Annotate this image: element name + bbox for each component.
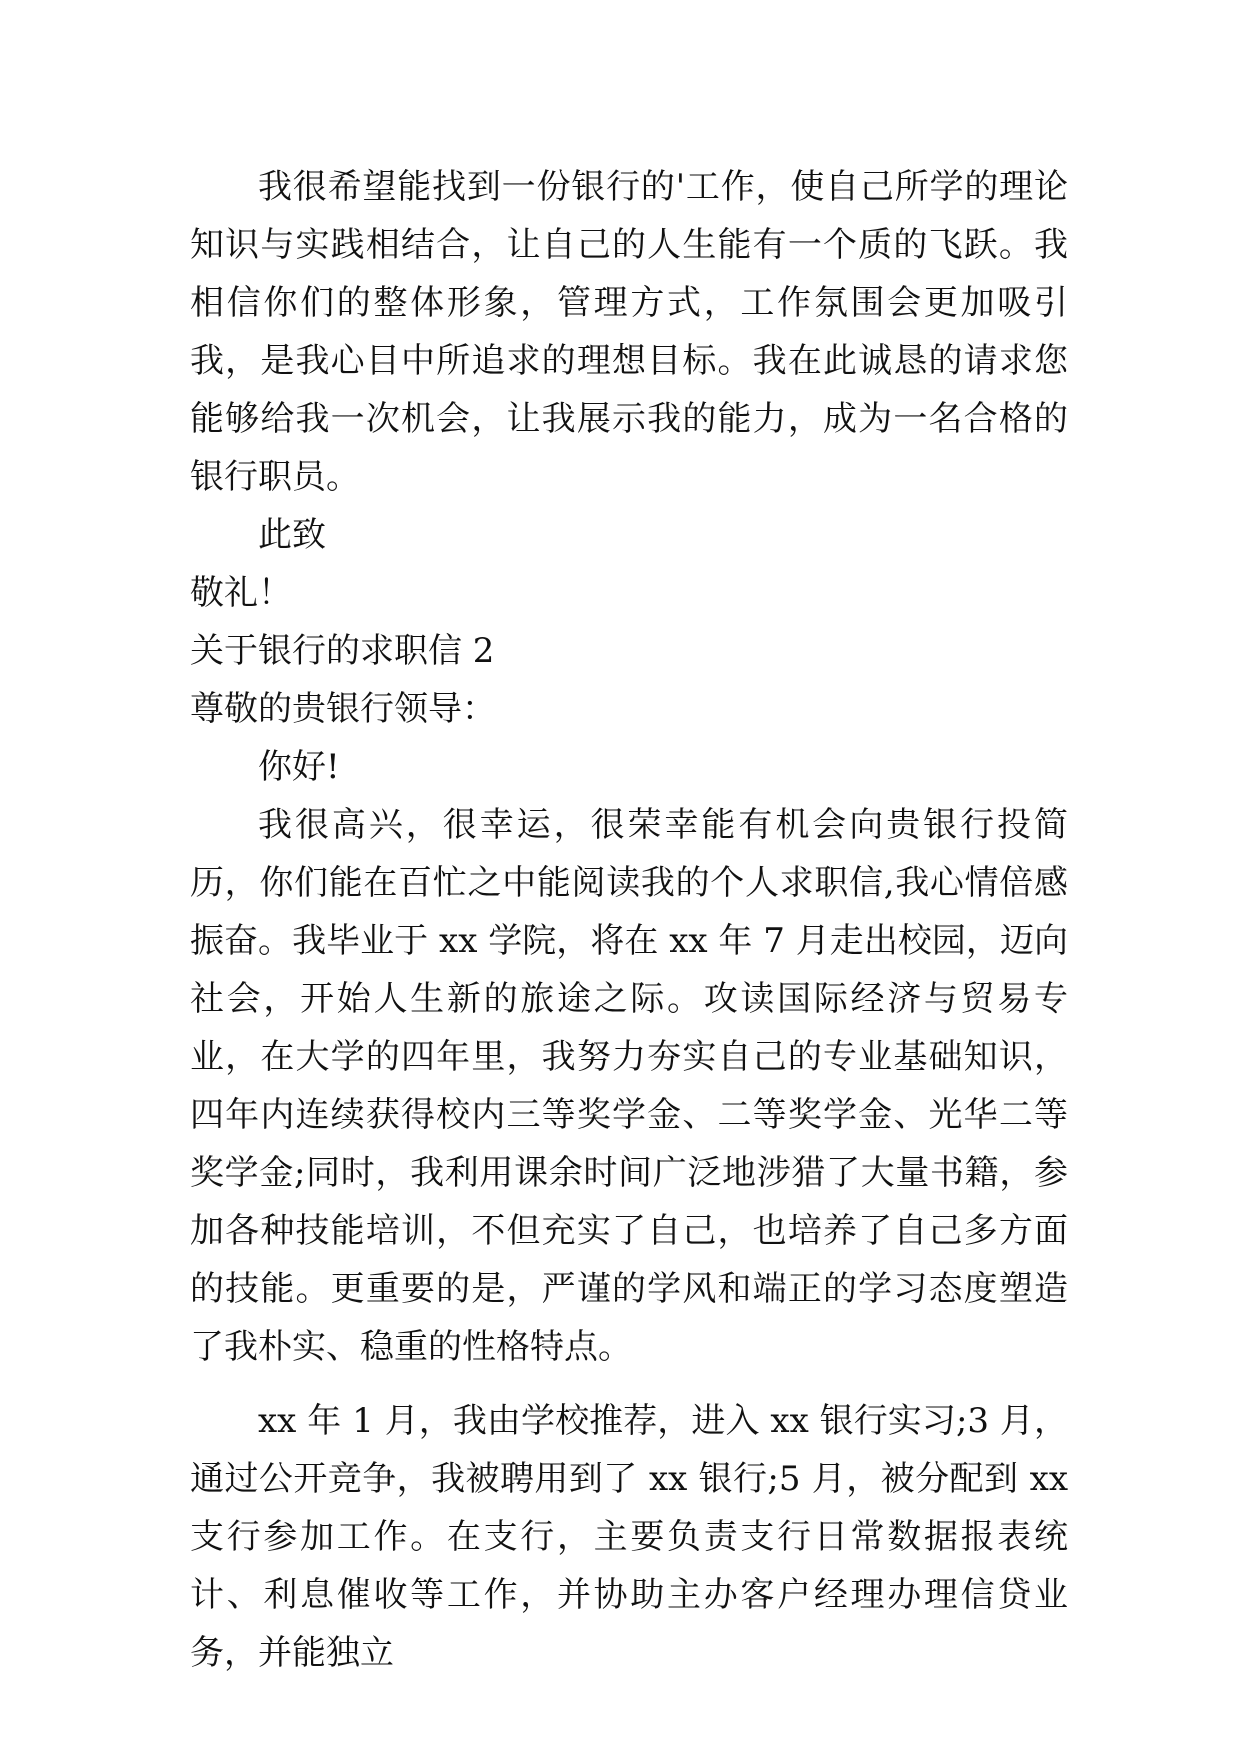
document-body [190,158,1068,1682]
paragraph-introduction: 我很高兴，很幸运，很荣幸能有机会向贵银行投简历，你们能在百忙之中能阅读我的个人求职信,我心情倍感振奋。我毕业于 xx 学院，将在 xx 年 7 月走出校园，迈向社会，开始人生新的旅途之际。攻读国际经济与贸易专业，在大学的四年里，我努力夯实自己的专业基础知识，四年内连续获得校内三等奖学金、二等奖学金、光华二等奖学金;同时，我利用课余时间广泛地涉猎了大量书籍，参加各种技能培训，不但充实了自己，也培养了自己多方面的技能。更重要的是，严谨的学风和端正的学习态度塑造了我朴实、稳重的性格特点。 [190,805,1068,1367]
closing-salutation: 此致 [258,515,326,555]
section-title: 关于银行的求职信 2 [190,631,495,671]
closing-regards: 敬礼！ [190,573,292,613]
paragraph-gap [190,1376,1068,1392]
paragraph-application-wish: 我很希望能找到一份银行的'工作，使自己所学的理论知识与实践相结合，让自己的人生能有一个质的飞跃。我相信你们的整体形象，管理方式，工作氛围会更加吸引我，是我心目中所追求的理想目标。我在此诚恳的请求您能够给我一次机会，让我展示我的能力，成为一名合格的银行职员。 [190,167,1068,497]
paragraph-work-experience: xx 年 1 月，我由学校推荐，进入 xx 银行实习;3 月，通过公开竞争，我被聘用到了 xx 银行;5 月，被分配到 xx 支行参加工作。在支行，主要负责支行日常数据报表统计、利息催收等工作，并协助主办客户经理办理信贷业务，并能独立 [190,1401,1068,1673]
greeting: 你好! [258,747,340,787]
letter-addressee: 尊敬的贵银行领导： [190,689,496,729]
